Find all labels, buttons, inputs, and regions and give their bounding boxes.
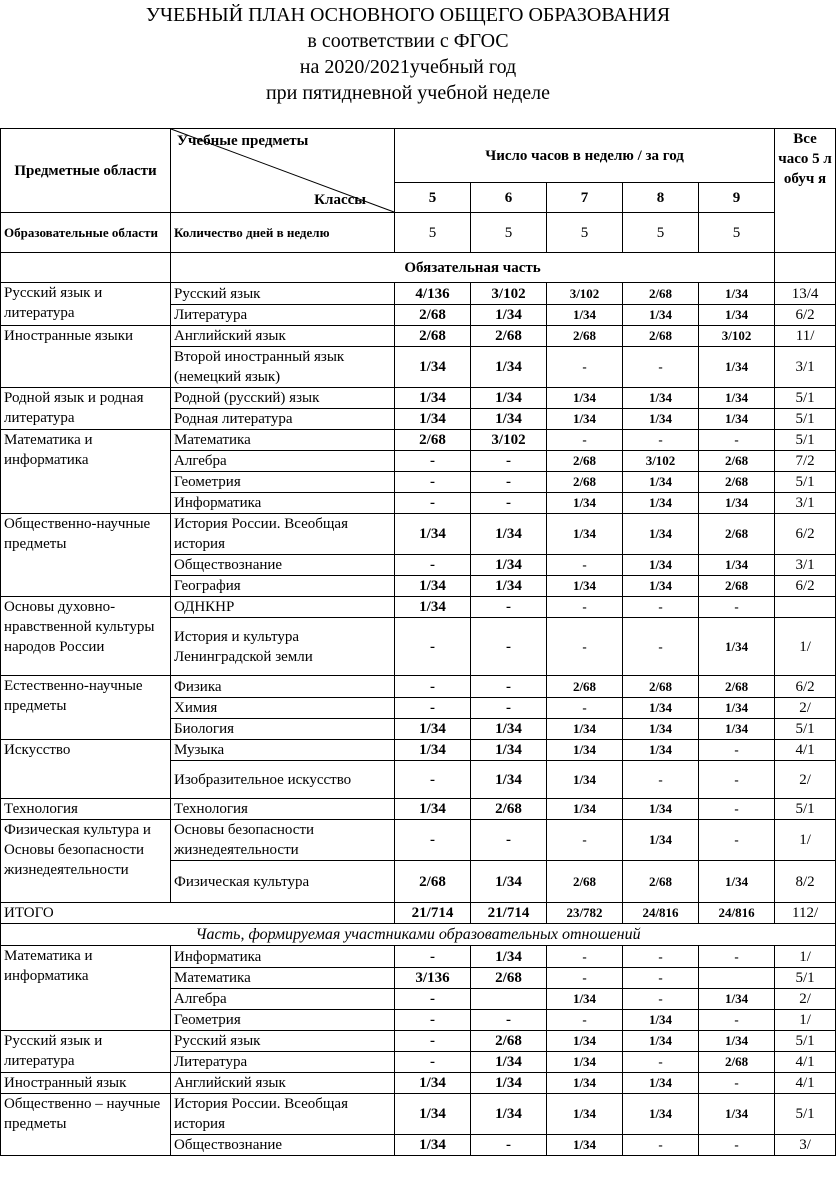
- subject-cell: Геометрия: [171, 472, 395, 493]
- hours-cell: 1/34: [623, 698, 699, 719]
- hours-cell: 1/34: [623, 799, 699, 820]
- hours-cell: 1/34: [699, 555, 775, 576]
- hours-cell: 1/34: [623, 1010, 699, 1031]
- hours-cell: 3/136: [395, 968, 471, 989]
- hours-cell: -: [623, 761, 699, 799]
- total-cell: 5/1: [775, 430, 836, 451]
- hours-cell: -: [395, 555, 471, 576]
- hours-cell: -: [699, 1135, 775, 1156]
- hours-cell: 1/34: [547, 1052, 623, 1073]
- hours-cell: 2/68: [547, 676, 623, 698]
- hours-cell: 1/34: [623, 740, 699, 761]
- total-cell: 13/4: [775, 283, 836, 305]
- hours-cell: 1/34: [699, 493, 775, 514]
- hours-cell: -: [395, 820, 471, 861]
- subject-cell: Изобразительное искусство: [171, 761, 395, 799]
- hours-cell: 2/68: [547, 451, 623, 472]
- total-cell: 5/1: [775, 472, 836, 493]
- total-cell: 3/1: [775, 555, 836, 576]
- hours-cell: 1/34: [471, 946, 547, 968]
- page-title: [0, 2, 816, 106]
- hours-cell: -: [471, 676, 547, 698]
- hours-cell: 2/68: [699, 576, 775, 597]
- hours-cell: -: [623, 1135, 699, 1156]
- header-hours: Число часов в неделю / за год: [395, 129, 775, 183]
- hours-cell: 1/34: [547, 305, 623, 326]
- section-mandatory: Обязательная часть: [171, 253, 775, 283]
- subject-cell: Музыка: [171, 740, 395, 761]
- hours-cell: 2/68: [623, 283, 699, 305]
- total-cell: 5/1: [775, 1094, 836, 1135]
- subject-cell: История и культура Ленинградской земли: [171, 618, 395, 676]
- hours-cell: 1/34: [623, 1094, 699, 1135]
- hours-cell: 1/34: [395, 740, 471, 761]
- total-cell: 5/1: [775, 388, 836, 409]
- total-cell: 6/2: [775, 576, 836, 597]
- hours-cell: 1/34: [471, 1052, 547, 1073]
- hours-cell: 1/34: [623, 576, 699, 597]
- subject-cell: Информатика: [171, 946, 395, 968]
- area-cell: Математика и информатика: [1, 430, 171, 514]
- hours-cell: -: [547, 698, 623, 719]
- subject-cell: Физика: [171, 676, 395, 698]
- total-cell: 5/1: [775, 719, 836, 740]
- hours-cell: 1/34: [547, 1031, 623, 1052]
- total-cell: 6/2: [775, 676, 836, 698]
- area-cell: Общественно-научные предметы: [1, 514, 171, 597]
- hours-cell: 1/34: [547, 576, 623, 597]
- subject-cell: История России. Всеобщая история: [171, 1094, 395, 1135]
- hours-cell: 1/34: [699, 989, 775, 1010]
- hours-cell: 1/34: [547, 719, 623, 740]
- table-row: [1, 1031, 836, 1052]
- hours-cell: 1/34: [547, 514, 623, 555]
- hours-cell: 1/34: [623, 719, 699, 740]
- hours-cell: 3/102: [547, 283, 623, 305]
- hours-cell: 2/68: [699, 514, 775, 555]
- area-cell: Общественно – научные предметы: [1, 1094, 171, 1156]
- hours-cell: 1/34: [623, 1073, 699, 1094]
- area-cell: Физическая культура и Основы безопасности жизнедеятельности: [1, 820, 171, 903]
- header-classes: Классы: [314, 192, 366, 208]
- hours-cell: 1/34: [471, 555, 547, 576]
- total-cell: 5/1: [775, 1031, 836, 1052]
- total-cell: 3/1: [775, 493, 836, 514]
- hours-cell: 1/34: [471, 514, 547, 555]
- hours-cell: 2/68: [623, 326, 699, 347]
- hours-cell: [699, 968, 775, 989]
- subject-cell: Геометрия: [171, 1010, 395, 1031]
- hours-cell: -: [395, 1052, 471, 1073]
- hours-cell: 2/68: [471, 1031, 547, 1052]
- table-row: [1, 1073, 836, 1094]
- hours-cell: 1/34: [623, 820, 699, 861]
- section-spacer: [775, 253, 836, 283]
- itogo-cell: 23/782: [547, 903, 623, 924]
- hours-cell: 1/34: [547, 388, 623, 409]
- subject-cell: ОДНКНР: [171, 597, 395, 618]
- hours-cell: 1/34: [471, 1073, 547, 1094]
- hours-cell: 3/102: [471, 283, 547, 305]
- total-cell: 4/1: [775, 1052, 836, 1073]
- total-cell: 2/: [775, 761, 836, 799]
- hours-cell: 3/102: [699, 326, 775, 347]
- hours-cell: 2/68: [547, 472, 623, 493]
- table-row: [1, 1094, 836, 1135]
- hours-cell: 1/34: [547, 1094, 623, 1135]
- hours-cell: -: [395, 1010, 471, 1031]
- hours-cell: 1/34: [547, 799, 623, 820]
- subject-cell: Математика: [171, 968, 395, 989]
- hours-cell: 1/34: [471, 719, 547, 740]
- hours-cell: 3/102: [471, 430, 547, 451]
- hours-cell: 1/34: [699, 1031, 775, 1052]
- subject-cell: Родная литература: [171, 409, 395, 430]
- hours-cell: 1/34: [547, 1135, 623, 1156]
- hours-cell: -: [395, 946, 471, 968]
- table-row: [1, 430, 836, 451]
- hours-cell: 1/34: [623, 409, 699, 430]
- hours-cell: 1/34: [471, 388, 547, 409]
- hours-cell: -: [395, 761, 471, 799]
- subject-cell: Информатика: [171, 493, 395, 514]
- table-row: [1, 283, 836, 305]
- itogo-row: [1, 903, 836, 924]
- table-row: [1, 597, 836, 618]
- days-cell: 5: [623, 213, 699, 253]
- hours-cell: 1/34: [623, 1031, 699, 1052]
- hours-cell: 1/34: [699, 305, 775, 326]
- hours-cell: -: [623, 430, 699, 451]
- total-cell: 3/1: [775, 347, 836, 388]
- hours-cell: 1/34: [395, 576, 471, 597]
- header-total: Все часо 5 л обуч я: [775, 129, 836, 253]
- hours-cell: 1/34: [471, 861, 547, 903]
- subject-cell: Основы безопасности жизнедеятельности: [171, 820, 395, 861]
- hours-cell: 2/68: [471, 968, 547, 989]
- hours-cell: 1/34: [699, 861, 775, 903]
- subject-cell: Биология: [171, 719, 395, 740]
- hours-cell: -: [623, 968, 699, 989]
- hours-cell: -: [395, 493, 471, 514]
- hours-cell: 1/34: [471, 761, 547, 799]
- hours-cell: 1/34: [547, 989, 623, 1010]
- hours-cell: -: [699, 946, 775, 968]
- total-cell: 7/2: [775, 451, 836, 472]
- hours-cell: -: [547, 347, 623, 388]
- area-cell: Иностранный язык: [1, 1073, 171, 1094]
- hours-cell: 1/34: [395, 1135, 471, 1156]
- subject-cell: Физическая культура: [171, 861, 395, 903]
- total-cell: 6/2: [775, 305, 836, 326]
- days-cell: 5: [699, 213, 775, 253]
- header-subjects: Учебные предметы: [177, 133, 309, 149]
- hours-cell: 1/34: [395, 719, 471, 740]
- total-cell: 11/: [775, 326, 836, 347]
- hours-cell: 2/68: [699, 451, 775, 472]
- total-cell: 3/: [775, 1135, 836, 1156]
- area-cell: Математика и информатика: [1, 946, 171, 1031]
- table-row: [1, 946, 836, 968]
- hours-cell: -: [547, 597, 623, 618]
- days-cell: 5: [395, 213, 471, 253]
- hours-cell: 2/68: [623, 861, 699, 903]
- subject-cell: География: [171, 576, 395, 597]
- area-cell: Русский язык и литература: [1, 283, 171, 326]
- subject-cell: Русский язык: [171, 283, 395, 305]
- hours-cell: 2/68: [471, 326, 547, 347]
- hours-cell: 1/34: [471, 409, 547, 430]
- area-cell: Иностранные языки: [1, 326, 171, 388]
- total-cell: 1/: [775, 618, 836, 676]
- hours-cell: -: [471, 1010, 547, 1031]
- title-line-3: на 2020/2021учебный год: [299, 56, 517, 78]
- hours-cell: -: [471, 597, 547, 618]
- subject-cell: Математика: [171, 430, 395, 451]
- hours-cell: 1/34: [471, 576, 547, 597]
- hours-cell: -: [395, 451, 471, 472]
- total-cell: 6/2: [775, 514, 836, 555]
- hours-cell: 1/34: [395, 409, 471, 430]
- hours-cell: 1/34: [471, 1094, 547, 1135]
- hours-cell: -: [547, 555, 623, 576]
- hours-cell: 1/34: [699, 698, 775, 719]
- days-cell: 5: [471, 213, 547, 253]
- hours-cell: -: [623, 618, 699, 676]
- hours-cell: -: [699, 820, 775, 861]
- hours-cell: 1/34: [395, 799, 471, 820]
- hours-cell: 1/34: [395, 1073, 471, 1094]
- itogo-label: ИТОГО: [1, 903, 395, 924]
- hours-cell: 1/34: [547, 761, 623, 799]
- grade-cell: 6: [471, 183, 547, 213]
- area-cell: Родной язык и родная литература: [1, 388, 171, 430]
- hours-cell: -: [547, 1010, 623, 1031]
- curriculum-table: [0, 128, 836, 1156]
- hours-cell: -: [699, 597, 775, 618]
- grade-cell: 8: [623, 183, 699, 213]
- subject-cell: История России. Всеобщая история: [171, 514, 395, 555]
- total-cell: 1/: [775, 946, 836, 968]
- table-row: [1, 676, 836, 698]
- hours-cell: 1/34: [547, 740, 623, 761]
- days-label: Количество дней в неделю: [171, 213, 395, 253]
- hours-cell: -: [547, 820, 623, 861]
- subject-cell: Алгебра: [171, 989, 395, 1010]
- table-body: [1, 129, 836, 1156]
- hours-cell: 1/34: [471, 740, 547, 761]
- hours-cell: 3/102: [623, 451, 699, 472]
- hours-cell: 1/34: [623, 305, 699, 326]
- area-cell: Естественно-научные предметы: [1, 676, 171, 740]
- area-cell: Русский язык и литература: [1, 1031, 171, 1073]
- hours-cell: 1/34: [395, 347, 471, 388]
- hours-cell: 2/68: [471, 799, 547, 820]
- table-row: [1, 326, 836, 347]
- hours-cell: -: [547, 430, 623, 451]
- title-line-2: в соответствии с ФГОС: [307, 30, 509, 52]
- total-cell: 5/1: [775, 968, 836, 989]
- hours-cell: -: [699, 1073, 775, 1094]
- hours-cell: -: [471, 820, 547, 861]
- hours-cell: -: [623, 989, 699, 1010]
- itogo-cell: 21/714: [395, 903, 471, 924]
- hours-cell: 1/34: [623, 514, 699, 555]
- hours-cell: 1/34: [547, 409, 623, 430]
- subject-cell: Второй иностранный язык (немецкий язык): [171, 347, 395, 388]
- hours-cell: 2/68: [699, 676, 775, 698]
- hours-cell: 1/34: [395, 388, 471, 409]
- subject-cell: Английский язык: [171, 1073, 395, 1094]
- subject-cell: Русский язык: [171, 1031, 395, 1052]
- edu-areas-label: Образовательные области: [1, 213, 171, 253]
- hours-cell: 1/34: [699, 1094, 775, 1135]
- hours-cell: -: [471, 698, 547, 719]
- subject-cell: Родной (русский) язык: [171, 388, 395, 409]
- total-cell: [775, 597, 836, 618]
- hours-cell: -: [547, 946, 623, 968]
- hours-cell: -: [623, 347, 699, 388]
- subject-cell: Обществознание: [171, 1135, 395, 1156]
- hours-cell: 2/68: [699, 1052, 775, 1073]
- hours-cell: -: [471, 493, 547, 514]
- area-cell: Искусство: [1, 740, 171, 799]
- hours-cell: -: [471, 1135, 547, 1156]
- hours-cell: 2/68: [395, 326, 471, 347]
- title-line-1: УЧЕБНЫЙ ПЛАН ОСНОВНОГО ОБЩЕГО ОБРАЗОВАНИЯ: [145, 4, 671, 26]
- table-row: [1, 799, 836, 820]
- hours-cell: 1/34: [471, 305, 547, 326]
- title-line-4: при пятидневной учебной неделе: [265, 82, 551, 104]
- hours-cell: 1/34: [623, 472, 699, 493]
- hours-cell: -: [699, 799, 775, 820]
- hours-cell: -: [395, 698, 471, 719]
- days-row: [1, 213, 836, 253]
- area-cell: Технология: [1, 799, 171, 820]
- subject-cell: Алгебра: [171, 451, 395, 472]
- hours-cell: -: [699, 1010, 775, 1031]
- subject-cell: Технология: [171, 799, 395, 820]
- hours-cell: 1/34: [471, 347, 547, 388]
- hours-cell: -: [623, 1052, 699, 1073]
- hours-cell: 1/34: [699, 388, 775, 409]
- area-cell: Основы духовно-нравственной культуры народов России: [1, 597, 171, 676]
- hours-cell: 1/34: [699, 347, 775, 388]
- hours-cell: 4/136: [395, 283, 471, 305]
- hours-cell: 1/34: [623, 388, 699, 409]
- hours-cell: [471, 989, 547, 1010]
- hours-cell: 2/68: [547, 326, 623, 347]
- itogo-total: 112/: [775, 903, 836, 924]
- itogo-cell: 24/816: [623, 903, 699, 924]
- subject-cell: Обществознание: [171, 555, 395, 576]
- itogo-cell: 24/816: [699, 903, 775, 924]
- hours-cell: 1/34: [395, 597, 471, 618]
- hours-cell: 1/34: [699, 618, 775, 676]
- hours-cell: -: [395, 472, 471, 493]
- days-cell: 5: [547, 213, 623, 253]
- table-row: [1, 740, 836, 761]
- total-cell: 5/1: [775, 799, 836, 820]
- section-spacer: [1, 253, 171, 283]
- subject-cell: Литература: [171, 1052, 395, 1073]
- hours-cell: 1/34: [395, 1094, 471, 1135]
- hours-cell: 1/34: [547, 493, 623, 514]
- hours-cell: -: [395, 1031, 471, 1052]
- total-cell: 2/: [775, 989, 836, 1010]
- hours-cell: -: [471, 618, 547, 676]
- subject-cell: Химия: [171, 698, 395, 719]
- grade-cell: 9: [699, 183, 775, 213]
- hours-cell: 2/68: [623, 676, 699, 698]
- hours-cell: -: [547, 618, 623, 676]
- total-cell: 1/: [775, 1010, 836, 1031]
- header-areas: Предметные области: [1, 129, 171, 213]
- hours-cell: -: [699, 740, 775, 761]
- hours-cell: 2/68: [395, 305, 471, 326]
- hours-cell: -: [395, 989, 471, 1010]
- hours-cell: 1/34: [699, 283, 775, 305]
- hours-cell: 1/34: [547, 1073, 623, 1094]
- hours-cell: -: [395, 618, 471, 676]
- header-diagonal-cell: [171, 129, 395, 213]
- hours-cell: 1/34: [395, 514, 471, 555]
- section-optional: Часть, формируемая участниками образовательных отношений: [1, 924, 836, 946]
- hours-cell: 1/34: [699, 719, 775, 740]
- total-cell: 5/1: [775, 409, 836, 430]
- hours-cell: -: [699, 430, 775, 451]
- hours-cell: 2/68: [699, 472, 775, 493]
- hours-cell: -: [623, 946, 699, 968]
- table-row: [1, 514, 836, 555]
- hours-cell: 2/68: [395, 430, 471, 451]
- table-row: [1, 388, 836, 409]
- hours-cell: -: [471, 472, 547, 493]
- hours-cell: -: [395, 676, 471, 698]
- hours-cell: -: [547, 968, 623, 989]
- subject-cell: Английский язык: [171, 326, 395, 347]
- hours-cell: 1/34: [699, 409, 775, 430]
- itogo-cell: 21/714: [471, 903, 547, 924]
- total-cell: 1/: [775, 820, 836, 861]
- grade-cell: 5: [395, 183, 471, 213]
- total-cell: 4/1: [775, 1073, 836, 1094]
- hours-cell: 1/34: [623, 555, 699, 576]
- total-cell: 8/2: [775, 861, 836, 903]
- hours-cell: -: [471, 451, 547, 472]
- section-row: [1, 924, 836, 946]
- table-row: [1, 820, 836, 861]
- total-cell: 2/: [775, 698, 836, 719]
- hours-cell: 2/68: [395, 861, 471, 903]
- grade-cell: 7: [547, 183, 623, 213]
- hours-cell: 1/34: [623, 493, 699, 514]
- hours-cell: 2/68: [547, 861, 623, 903]
- section-row: [1, 253, 836, 283]
- hours-cell: -: [623, 597, 699, 618]
- total-cell: 4/1: [775, 740, 836, 761]
- hours-cell: -: [699, 761, 775, 799]
- subject-cell: Литература: [171, 305, 395, 326]
